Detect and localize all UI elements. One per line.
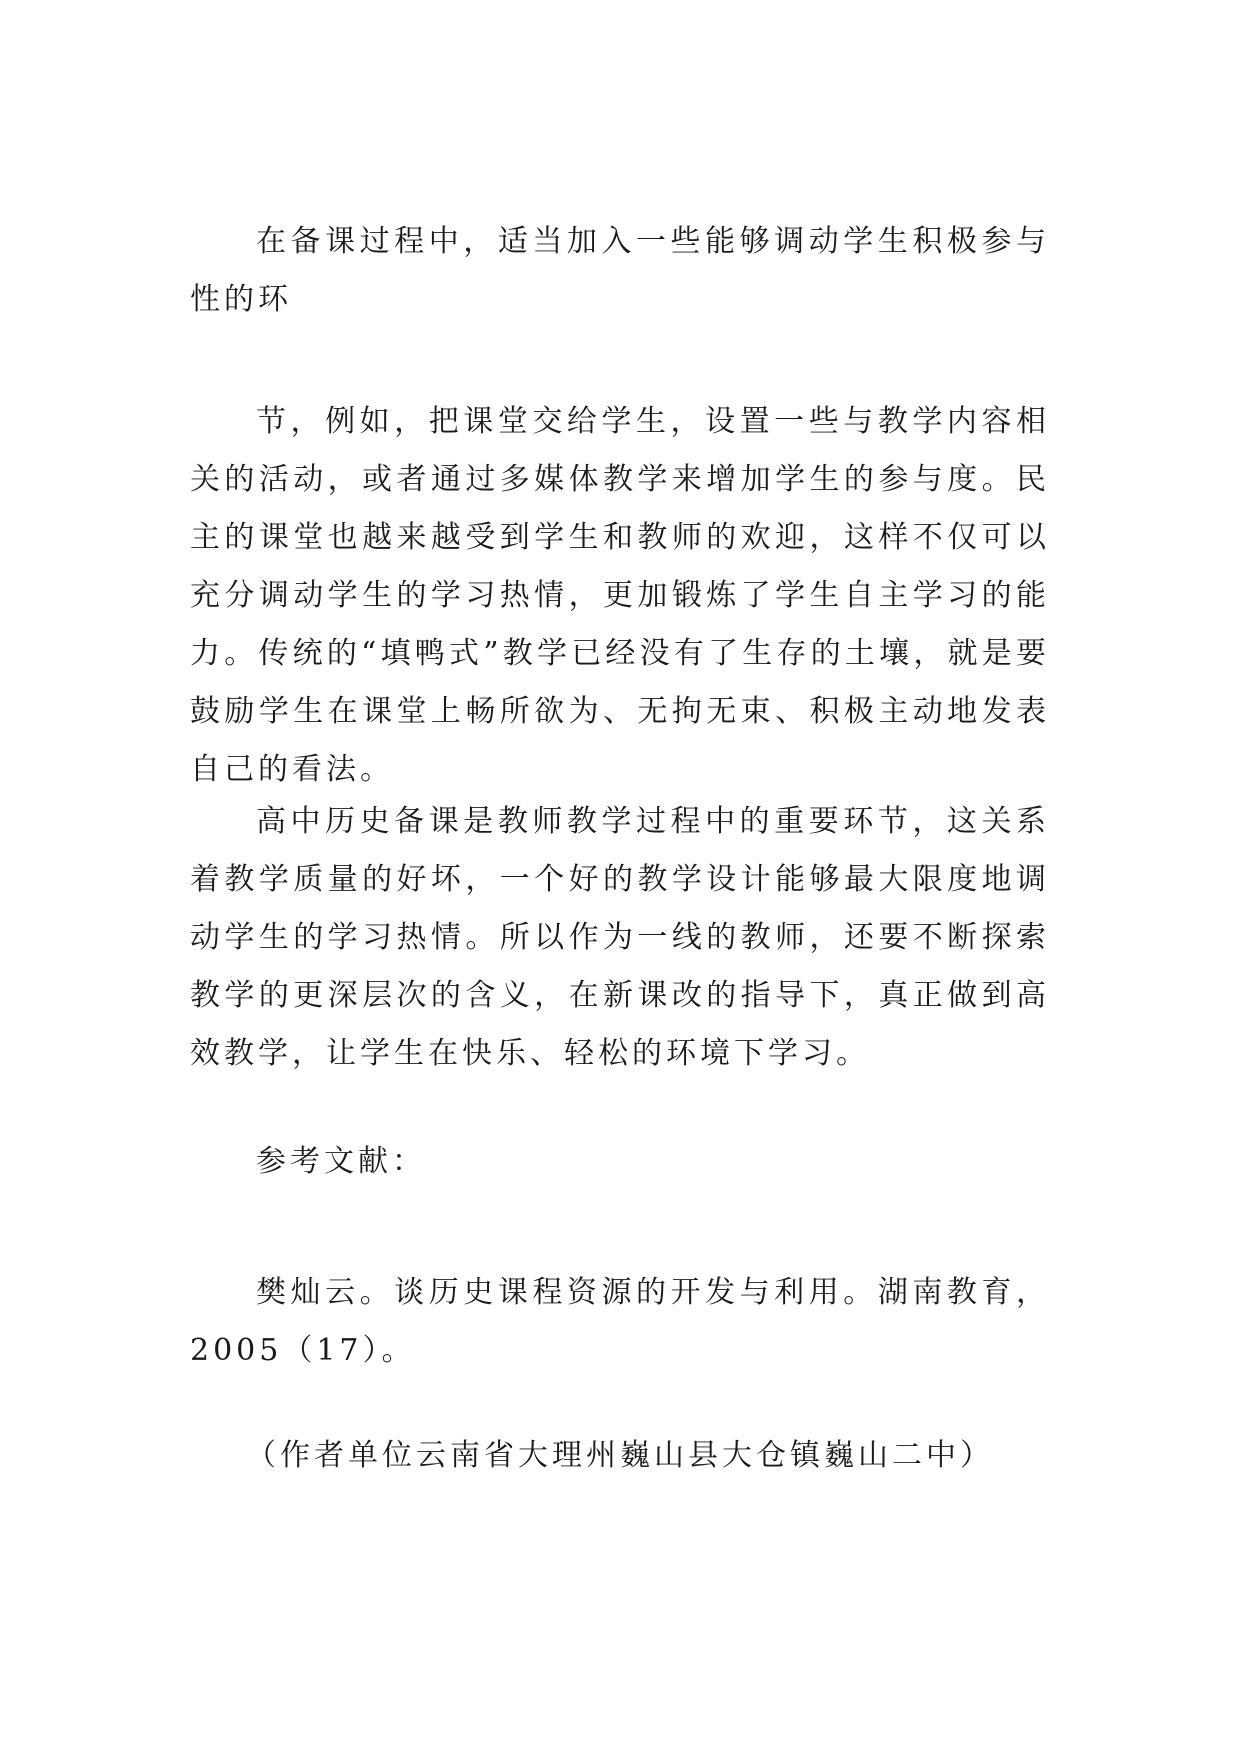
author-affiliation: （作者单位云南省大理州巍山县大仓镇巍山二中） [246, 1438, 994, 1473]
references-heading: 参考文献： [256, 1144, 426, 1179]
paragraph-1: 在备课过程中，适当加入一些能够调动学生积极参与性的环 [190, 224, 1050, 317]
reference-item: 樊灿云。谈历史课程资源的开发与利用。湖南教育，2005（17）。 [190, 1275, 1050, 1368]
paragraph-2: 节，例如，把课堂交给学生，设置一些与教学内容相关的活动，或者通过多媒体教学来增加学生的参与度。民主的课堂也越来越受到学生和教师的欢迎，这样不仅可以充分调动学生的学习热情，更加锻炼了学生自主学习的能力。传统的“填鸭式”教学已经没有了生存的土壤，就是要鼓励学生在课堂上畅所欲为、无拘无束、积极主动地发表自己的看法。 [190, 404, 1050, 787]
paragraph-3: 高中历史备课是教师教学过程中的重要环节，这关系着教学质量的好坏，一个好的教学设计能够最大限度地调动学生的学习热情。所以作为一线的教师，还要不断探索教学的更深层次的含义，在新课改的指导下，真正做到高效教学，让学生在快乐、轻松的环境下学习。 [190, 804, 1050, 1071]
